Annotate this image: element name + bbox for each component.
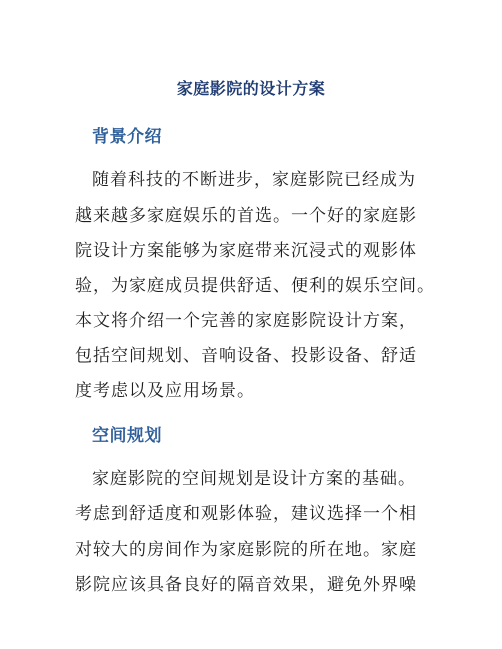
section-heading-space-planning: 空间规划	[92, 426, 162, 446]
paragraph-line: 家庭影院的空间规划是设计方案的基础。	[92, 469, 416, 489]
paragraph-line: 度考虑以及应用场景。	[75, 381, 255, 401]
document-title: 家庭影院的设计方案	[176, 79, 326, 98]
paragraph-line: 对较大的房间作为家庭影院的所在地。家庭	[75, 540, 417, 560]
paragraph-line: 验，为家庭成员提供舒适、便利的娱乐空间。	[75, 276, 435, 296]
paragraph-line: 考虑到舒适度和观影体验，建议选择一个相	[75, 504, 417, 524]
paragraph-line: 院设计方案能够为家庭带来沉浸式的观影体	[75, 241, 417, 261]
section-heading-background: 背景介绍	[92, 127, 162, 147]
paragraph-line: 影院应该具备良好的隔音效果，避免外界噪	[75, 575, 417, 595]
paragraph-line: 随着科技的不断进步，家庭影院已经成为	[92, 170, 416, 190]
paragraph-line: 本文将介绍一个完善的家庭影院设计方案，	[75, 311, 417, 331]
paragraph-line: 包括空间规划、音响设备、投影设备、舒适	[75, 346, 417, 366]
paragraph-line: 越来越多家庭娱乐的首选。一个好的家庭影	[75, 206, 417, 226]
